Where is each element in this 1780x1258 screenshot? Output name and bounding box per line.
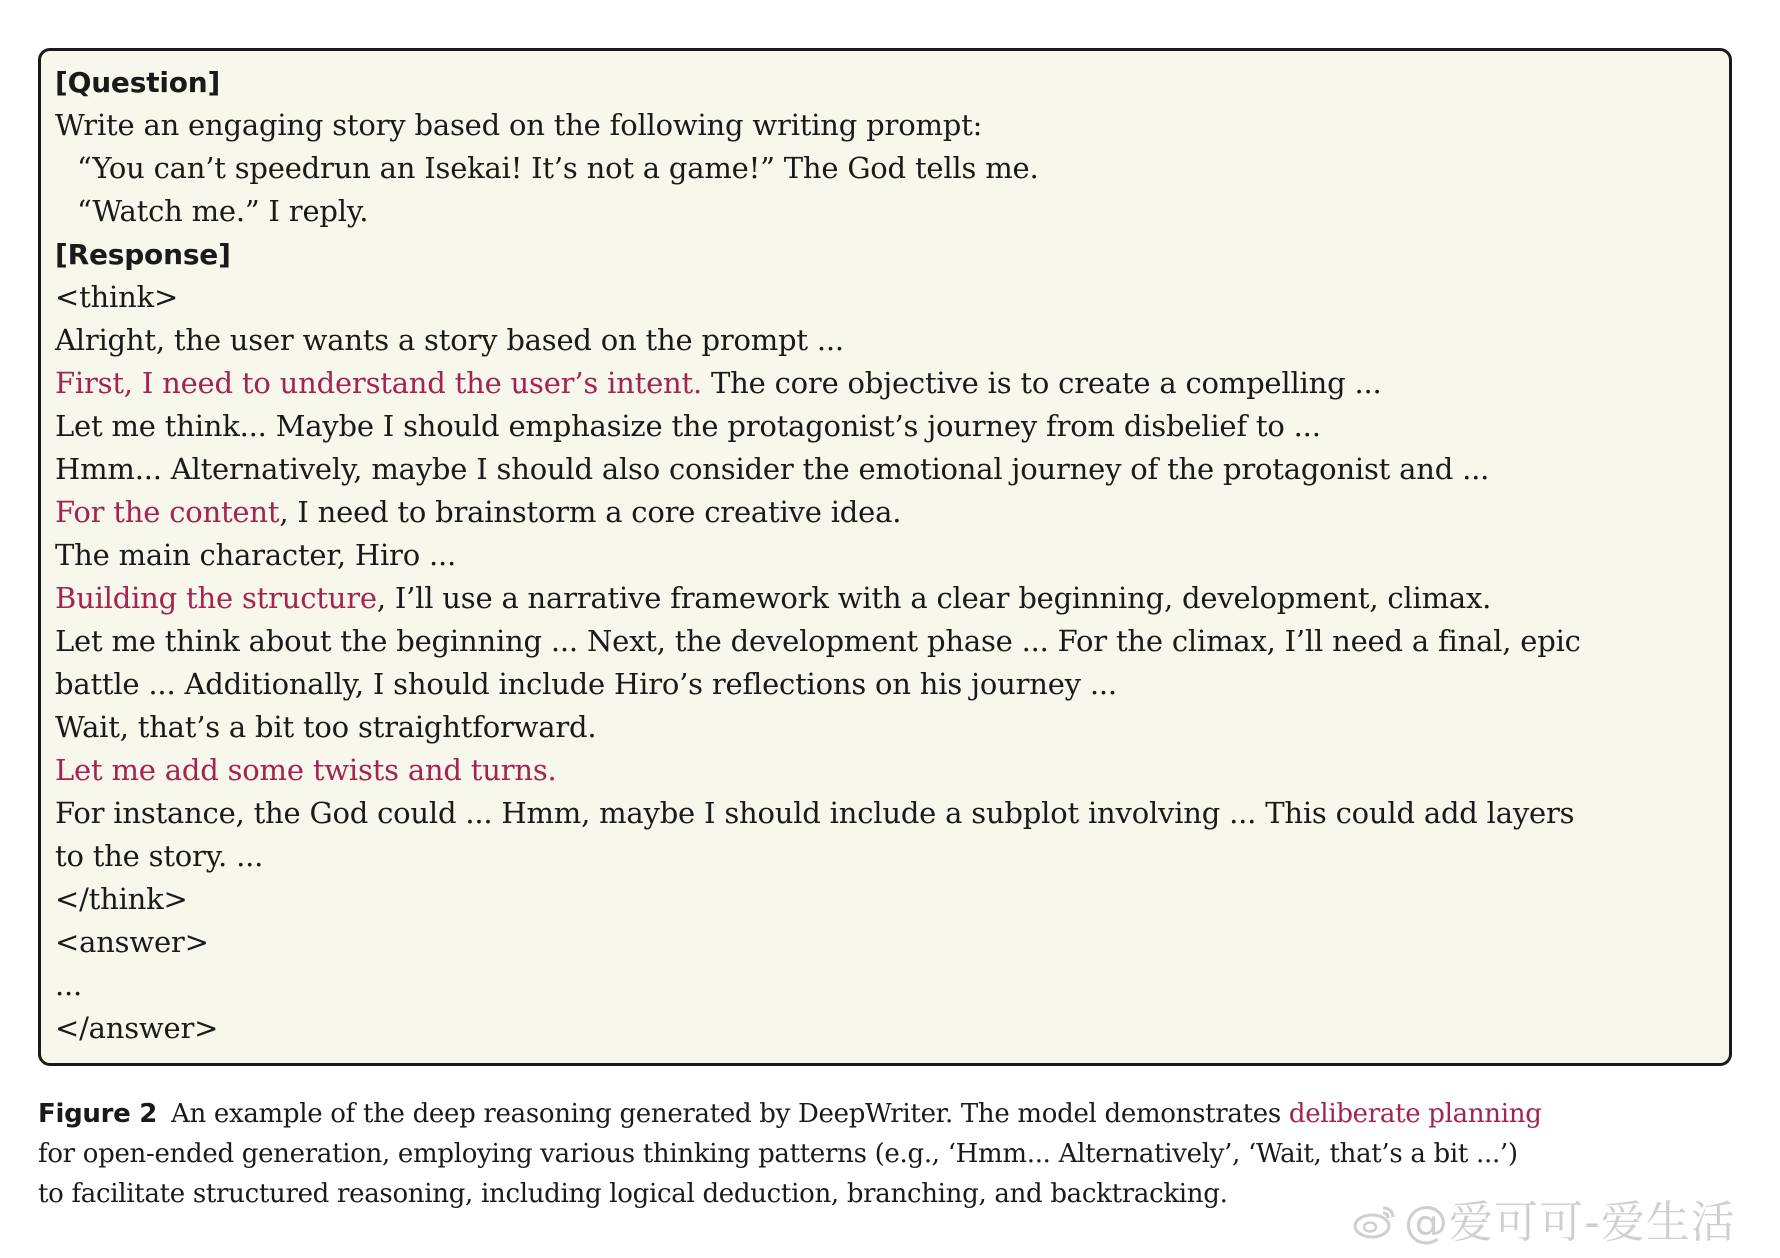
response-line-8: Let me think about the beginning ... Next, the development phase ... For the climax, I’ll need a final, epic xyxy=(55,624,1581,658)
highlight-content: For the content xyxy=(55,495,280,529)
response-line-1: Alright, the user wants a story based on the prompt ... xyxy=(55,323,844,357)
weibo-logo-icon xyxy=(1352,1200,1398,1251)
question-heading: [Question] xyxy=(55,66,221,99)
question-line-2: “You can’t speedrun an Isekai! It’s not a game!” The God tells me. xyxy=(77,151,1039,185)
response-line-5 xyxy=(55,491,1729,534)
response-line-10: Wait, that’s a bit too straightforward. xyxy=(55,710,597,744)
watermark xyxy=(1352,1186,1736,1251)
answer-close-tag: </answer> xyxy=(55,1011,219,1045)
response-line-9: battle ... Additionally, I should include Hiro’s reflections on his journey ... xyxy=(55,667,1117,701)
caption-highlight: deliberate planning xyxy=(1288,1099,1542,1129)
answer-open-tag: <answer> xyxy=(55,925,209,959)
figure-label: Figure 2 xyxy=(38,1099,157,1129)
response-line-13: to the story. ... xyxy=(55,839,264,873)
caption-line-3: to facilitate structured reasoning, including logical deduction, branching, and backtracking. xyxy=(38,1179,1228,1209)
question-line-1: Write an engaging story based on the following writing prompt: xyxy=(55,108,983,142)
response-line-2 xyxy=(55,362,1729,405)
caption-line-1 xyxy=(38,1094,1738,1134)
watermark-text: @爱可可-爱生活 xyxy=(1404,1197,1736,1248)
response-line-12: For instance, the God could ... Hmm, maybe I should include a subplot involving ... This could add layers xyxy=(55,796,1575,830)
caption-text-1: An example of the deep reasoning generated by DeepWriter. The model demonstrates xyxy=(171,1099,1289,1129)
think-close-tag: </think> xyxy=(55,882,188,916)
highlight-structure: Building the structure xyxy=(55,581,377,615)
highlight-intent: First, I need to understand the user’s intent. xyxy=(55,366,702,400)
highlight-twists: Let me add some twists and turns. xyxy=(55,753,557,787)
response-line-7 xyxy=(55,577,1729,620)
caption-line-2: for open-ended generation, employing various thinking patterns (e.g., ‘Hmm... Alternatively’, ‘Wait, that’s a bit ...’) xyxy=(38,1139,1518,1169)
think-open-tag: <think> xyxy=(55,280,179,314)
response-line-7-rest: , I’ll use a narrative framework with a clear beginning, development, climax. xyxy=(376,581,1492,615)
answer-ellipsis: ... xyxy=(55,968,83,1002)
response-heading: [Response] xyxy=(55,238,231,271)
response-line-2-rest: The core objective is to create a compelling ... xyxy=(701,366,1382,400)
question-line-3: “Watch me.” I reply. xyxy=(77,194,369,228)
response-line-5-rest: , I need to brainstorm a core creative idea. xyxy=(279,495,902,529)
reasoning-example-box xyxy=(38,48,1732,1066)
response-line-6: The main character, Hiro ... xyxy=(55,538,457,572)
response-line-4: Hmm... Alternatively, maybe I should also consider the emotional journey of the protagonist and ... xyxy=(55,452,1490,486)
response-line-3: Let me think... Maybe I should emphasize the protagonist’s journey from disbelief to ... xyxy=(55,409,1321,443)
